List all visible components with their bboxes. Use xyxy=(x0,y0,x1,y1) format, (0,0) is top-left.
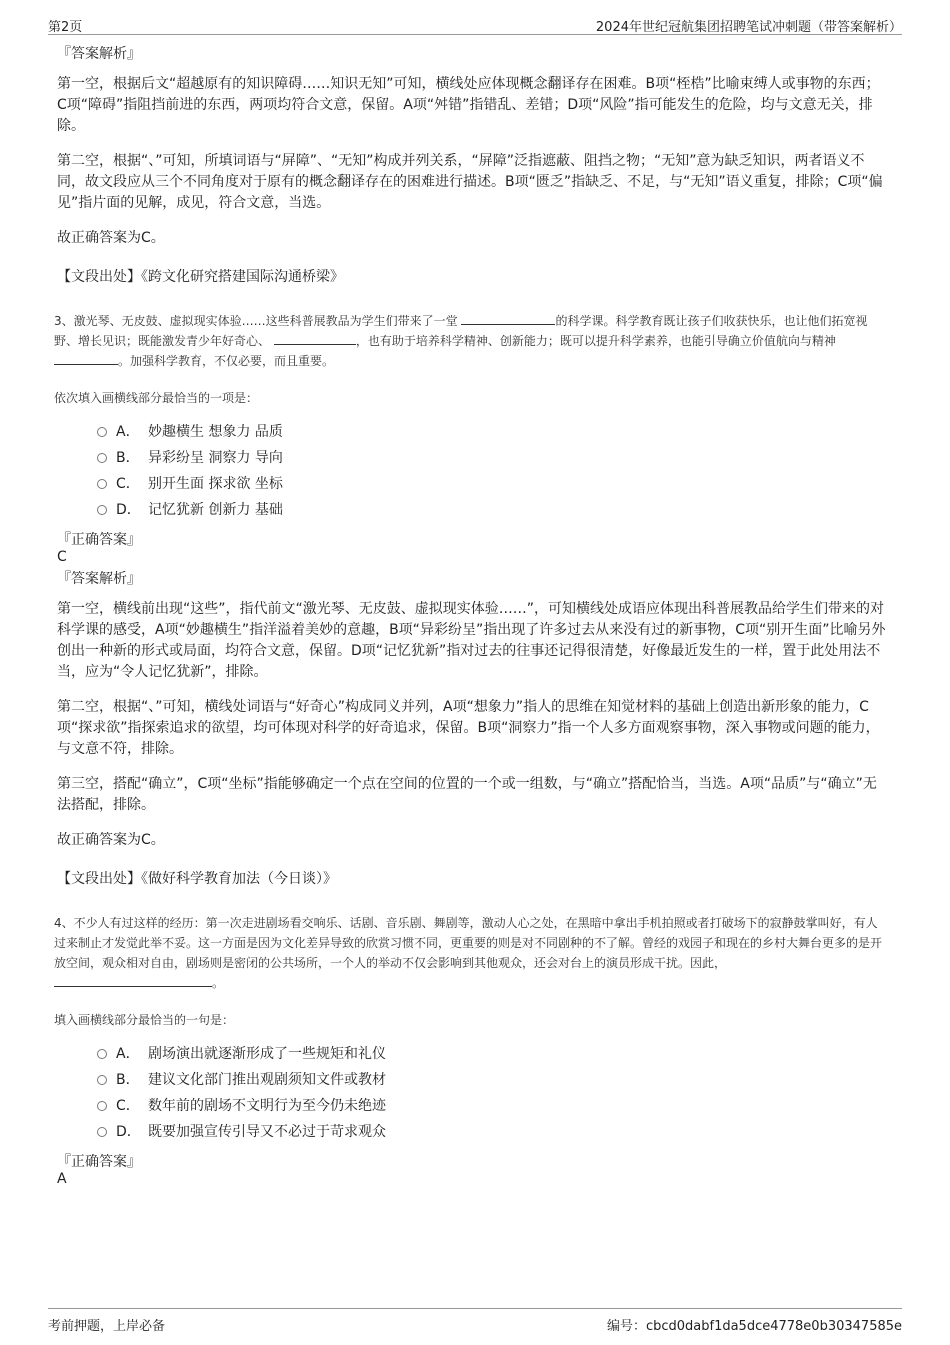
q3-blank-2 xyxy=(274,331,356,345)
q3-question-text xyxy=(54,311,887,371)
q4-correct-label: 『正确答案』 xyxy=(57,1154,141,1170)
page-content xyxy=(54,44,887,1187)
q3-prompt: 依次填入画横线部分最恰当的一项是： xyxy=(54,391,259,405)
q3-text-part-a: 3、激光琴、无皮鼓、虚拟现实体验……这些科普展教品为学生们带来了一堂 xyxy=(54,314,458,328)
q4-prompt: 填入画横线部分最恰当的一句是： xyxy=(54,1013,235,1027)
document-title: 2024年世纪冠航集团招聘笔试冲刺题（带答案解析） xyxy=(595,20,902,35)
q3-analysis-paragraph-2: 第二空，根据“、”可知，横线处词语与“好奇心”构成同义并列，A项“想象力”指人的思维在知觉材料的基础上创造出新形象的能力，C项“探求欲”指探索追求的欲望，均可体现对科学的好奇追求，保留。B项“洞察力”指一个人多方面观察事物，深入事物或问题的能力，与文意不符，排除。 xyxy=(57,699,880,757)
q3-option-b[interactable]: B． 异彩纷呈 洞察力 导向 xyxy=(97,445,887,471)
q3-correct-label: 『正确答案』 xyxy=(57,532,141,548)
q4-correct-answer: A xyxy=(57,1171,67,1187)
page-header xyxy=(48,14,902,35)
radio-icon[interactable] xyxy=(97,1101,107,1111)
q2-source: 【文段出处】《跨文化研究搭建国际沟通桥梁》 xyxy=(57,269,344,285)
q4-option-a[interactable]: A． 剧场演出就逐渐形成了一些规矩和礼仪 xyxy=(97,1041,887,1067)
page-footer xyxy=(48,1308,902,1333)
q3-option-c[interactable]: C． 别开生面 探求欲 坐标 xyxy=(97,471,887,497)
footer-slogan: 考前押题，上岸必备 xyxy=(48,1319,166,1334)
q3-blank-3 xyxy=(54,351,118,365)
q2-conclusion: 故正确答案为C。 xyxy=(57,230,165,246)
radio-icon[interactable] xyxy=(97,427,107,437)
q3-text-part-c: ，也有助于培养科学精神、创新能力；既可以提升科学素养，也能引导确立价值航向与精神 xyxy=(355,334,836,348)
q3-analysis-paragraph-1: 第一空，横线前出现“这些”，指代前文“激光琴、无皮鼓、虚拟现实体验……”，可知横线处成语应体现出科普展教品给学生们带来的对科学课的感受，A项“妙趣横生”指洋溢着美妙的意趣，B项“异彩纷呈”指出现了许多过去从来没有过的新事物，C项“别开生面”比喻另外创出一种新的形式或局面，均符合文意，保留。D项“记忆犹新”指对过去的往事还记得很清楚，好像最近发生的一样，置于此处用法不当，应为“令人记忆犹新”，排除。 xyxy=(57,601,886,680)
footer-code: 编号：cbcd0dabf1da5dce4778e0b30347585e xyxy=(606,1319,902,1334)
q4-option-d[interactable]: D． 既要加强宣传引导又不必过于苛求观众 xyxy=(97,1119,887,1145)
radio-icon[interactable] xyxy=(97,1049,107,1059)
q2-analysis-paragraph-2: 第二空，根据“、”可知，所填词语与“屏障”、“无知”构成并列关系，“屏障”泛指遮蔽、阻挡之物；“无知”意为缺乏知识，两者语义不同，故文段应从三个不同角度对于原有的概念翻译存在的困难进行描述。B项“匮乏”指缺乏、不足，与“无知”语义重复，排除；C项“偏见”指片面的见解，成见，符合文意，当选。 xyxy=(57,153,883,211)
q4-question-text xyxy=(54,913,887,993)
radio-icon[interactable] xyxy=(97,1127,107,1137)
q3-conclusion: 故正确答案为C。 xyxy=(57,832,165,848)
q3-text-part-d: 。加强科学教育，不仅必要，而且重要。 xyxy=(118,354,335,368)
radio-icon[interactable] xyxy=(97,479,107,489)
q3-text-part-b: 的科学课。科学教育既让孩子们收获快乐，也让他们拓宽视野、增长见识；既能激发青少年好奇心、 xyxy=(54,314,868,348)
q4-text-part-a: 4、不少人有过这样的经历：第一次走进剧场看交响乐、话剧、音乐剧、舞剧等，激动人心之处，在黑暗中拿出手机拍照或者打破场下的寂静鼓掌叫好，有人过来制止才发觉此举不妥。这一方面是因为文化差异导致的欣赏习惯不同，更重要的则是对不同剧种的不了解。曾经的戏园子和现在的乡村大舞台更多的是开放空间，观众相对自由，剧场则是密闭的公共场所，一个人的举动不仅会影响到其他观众，还会对台上的演员形成干扰。因此， xyxy=(54,916,883,970)
q3-analysis-label: 『答案解析』 xyxy=(57,571,141,587)
q3-analysis-paragraph-3: 第三空，搭配“确立”，C项“坐标”指能够确定一个点在空间的位置的一个或一组数，与“确立”搭配恰当，当选。A项“品质”与“确立”无法搭配，排除。 xyxy=(57,776,877,813)
q3-options xyxy=(97,419,887,523)
q4-option-c[interactable]: C． 数年前的剧场不文明行为至今仍未绝迹 xyxy=(97,1093,887,1119)
radio-icon[interactable] xyxy=(97,453,107,463)
q3-option-a[interactable]: A． 妙趣横生 想象力 品质 xyxy=(97,419,887,445)
q2-analysis-label: 『答案解析』 xyxy=(57,46,141,62)
q4-options xyxy=(97,1041,887,1145)
q3-option-d[interactable]: D． 记忆犹新 创新力 基础 xyxy=(97,497,887,523)
q4-option-b[interactable]: B． 建议文化部门推出观剧须知文件或教材 xyxy=(97,1067,887,1093)
q3-correct-answer: C xyxy=(57,549,67,565)
q3-source: 【文段出处】《做好科学教育加法（今日谈）》 xyxy=(57,871,337,887)
q4-blank xyxy=(54,973,212,987)
q2-analysis-paragraph-1: 第一空，根据后文“超越原有的知识障碍……知识无知”可知，横线处应体现概念翻译存在困难。B项“桎梏”比喻束缚人或事物的东西；C项“障碍”指阻挡前进的东西，两项均符合文意，保留。A项“舛错”指错乱、差错；D项“风险”指可能发生的危险，均与文意无关，排除。 xyxy=(57,76,880,134)
q3-blank-1 xyxy=(461,311,555,325)
radio-icon[interactable] xyxy=(97,1075,107,1085)
page-number: 第2页 xyxy=(48,20,83,35)
radio-icon[interactable] xyxy=(97,505,107,515)
q4-text-part-b: 。 xyxy=(212,976,225,990)
